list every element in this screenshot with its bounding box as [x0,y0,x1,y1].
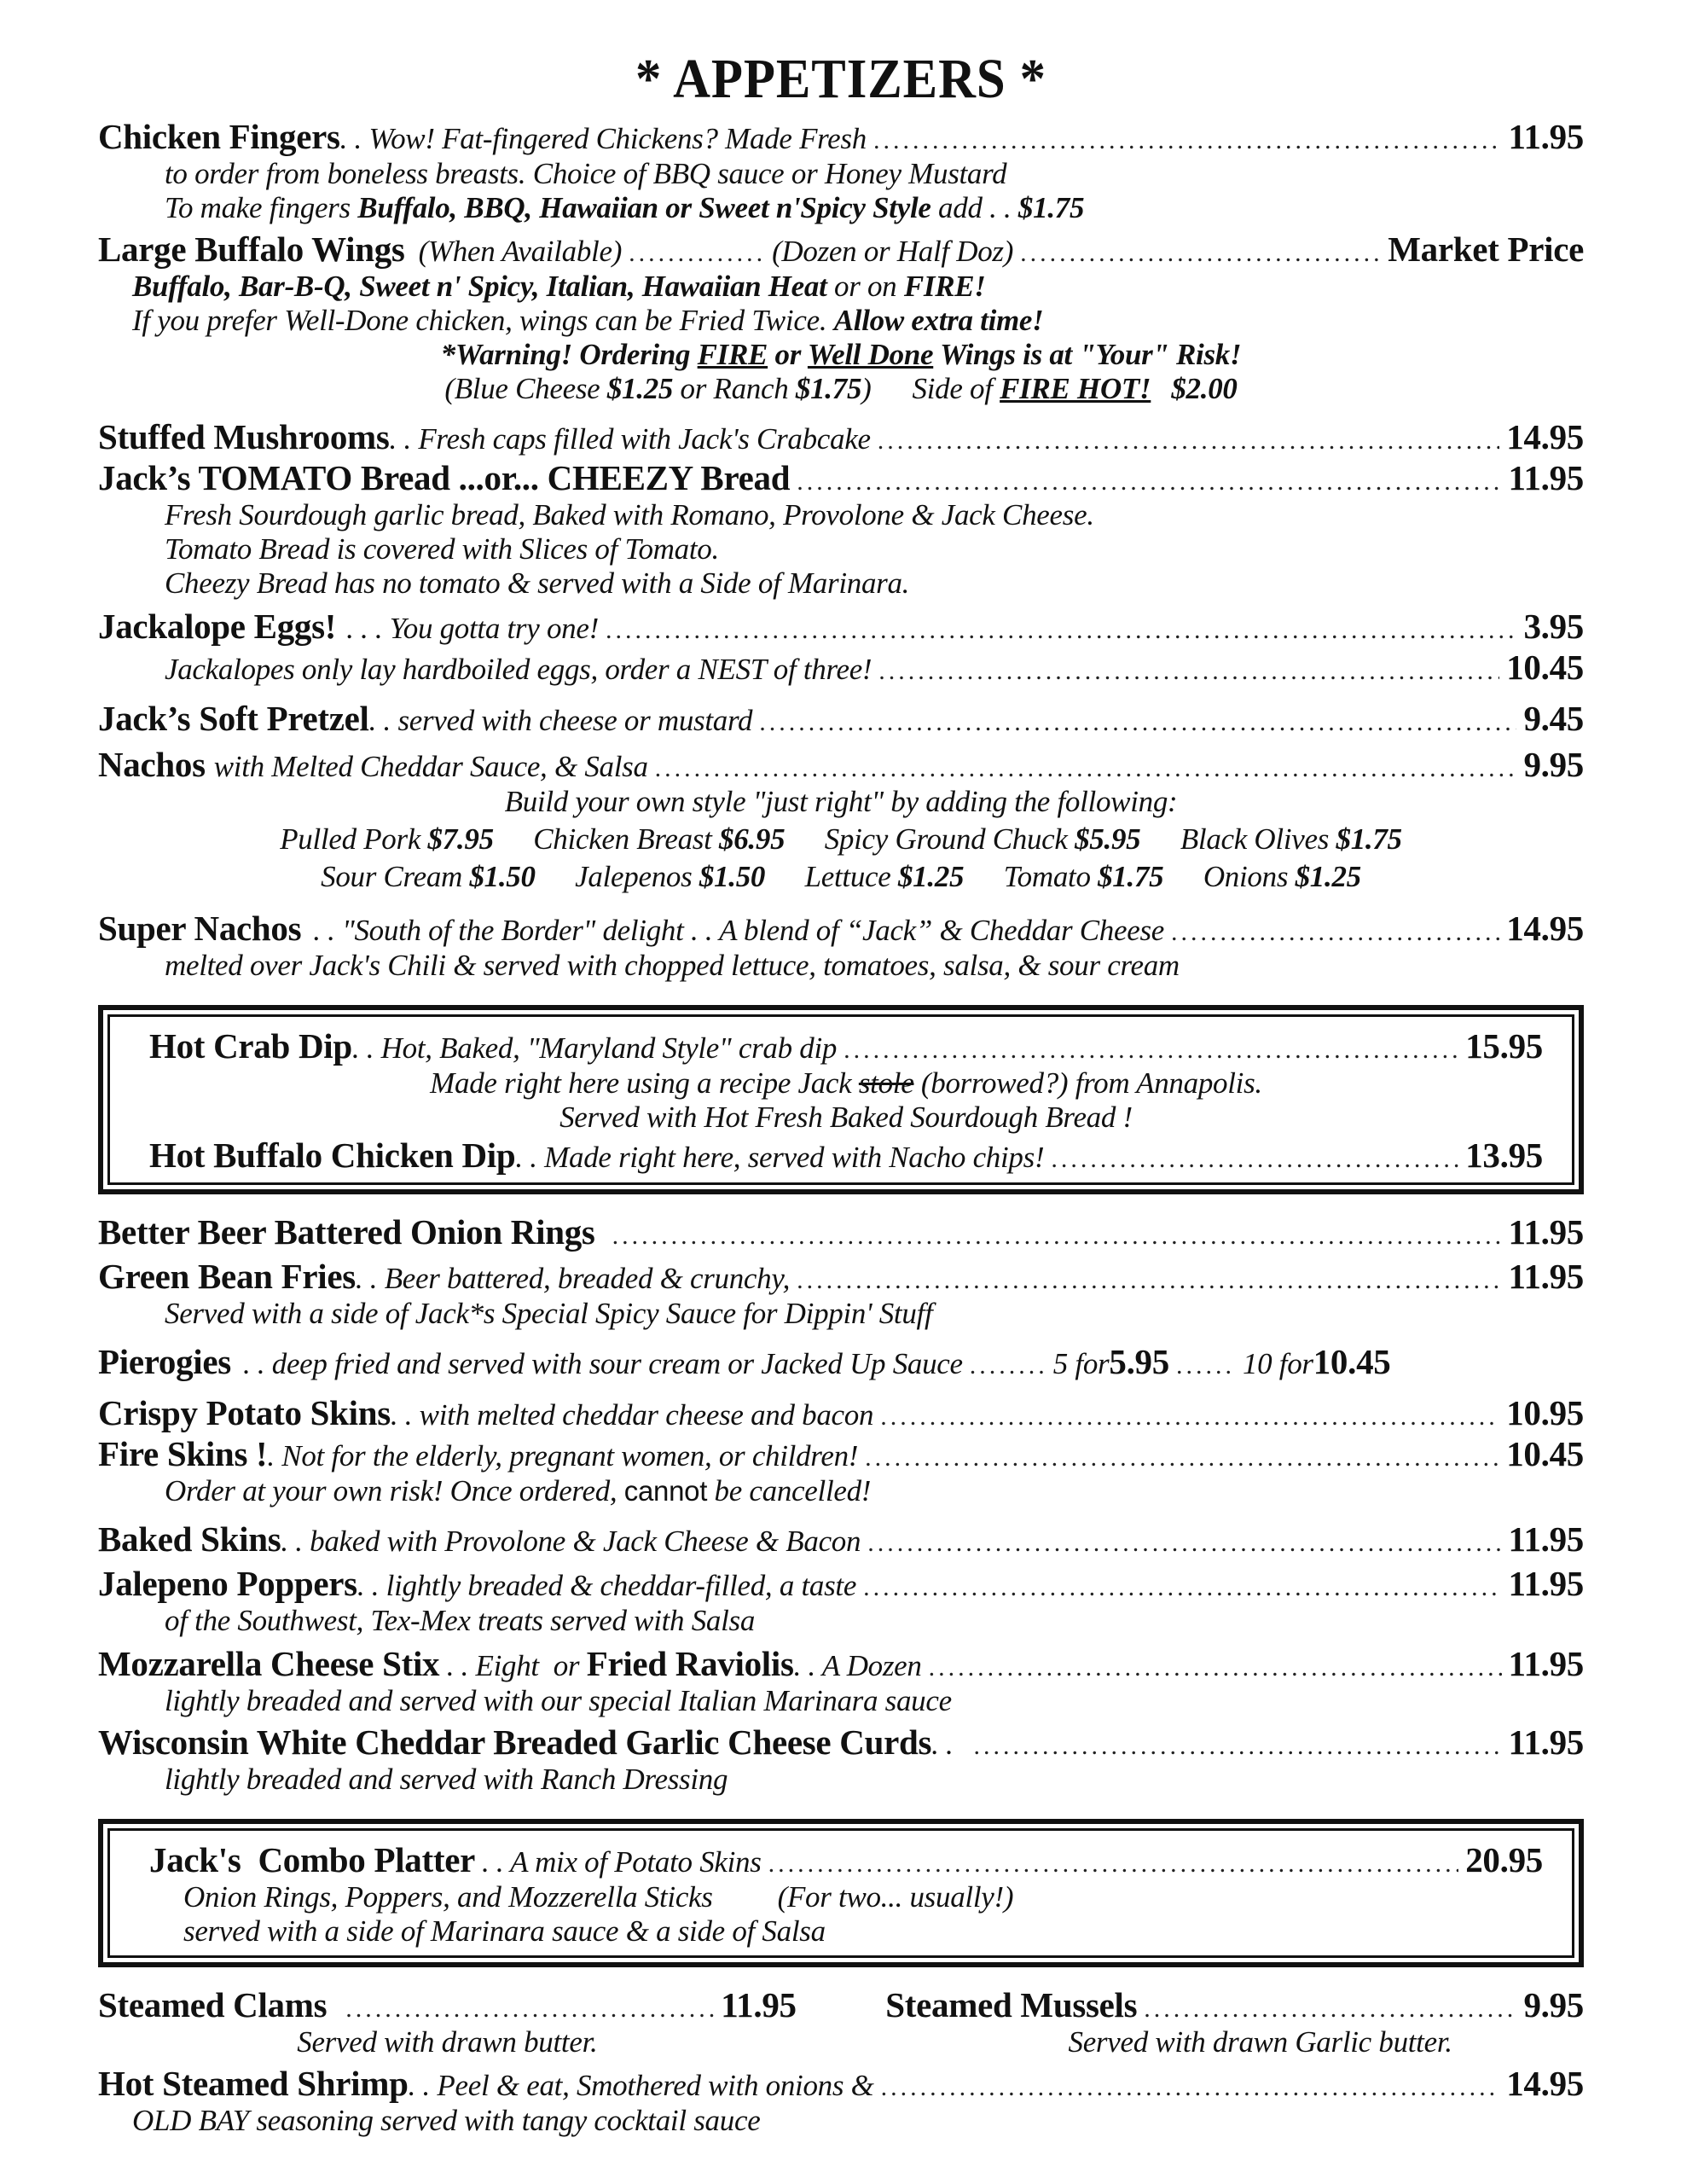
menu-item-mozzarella-stix [98,1643,1584,1718]
item-price: 13.95 [1465,1136,1543,1175]
item-detail: lightly breaded and served with Ranch Dressing [165,1763,728,1796]
menu-item-steamed-mussels [885,1984,1584,2059]
item-price: 11.95 [1508,1212,1584,1252]
leader-dots [1171,918,1499,947]
item-desc: . . Peel & eat, Smothered with onions & [408,2069,874,2102]
steamed-seafood-row [98,1984,1584,2059]
item-detail: Served with a side of Jack*s Special Spicy Sauce for Dippin' Stuff [165,1297,933,1330]
item-price: 10.95 [1506,1393,1584,1432]
item-detail: Made right here using a recipe Jack stole (borrowed?) from Annapolis. [430,1066,1262,1100]
item-name: Stuffed Mushrooms [98,417,390,456]
item-price: 10.45 [1506,1434,1584,1473]
menu-item-buffalo-wings [98,229,1584,406]
item-name: Baked Skins [98,1519,281,1559]
item-detail: lightly breaded and served with our special Italian Marinara sauce [165,1684,952,1717]
item-price: 15.95 [1465,1026,1543,1066]
item-price: 3.95 [1523,607,1584,646]
item-name: Hot Crab Dip [149,1026,352,1066]
item-desc: with Melted Cheddar Sauce, & Salsa [213,750,648,783]
item-desc: . . [931,1728,954,1761]
menu-item-baked-skins [98,1519,1584,1560]
menu-item-buffalo-chicken-dip [149,1135,1543,1176]
item-price: 10.45 [1506,648,1584,687]
menu-item-soft-pretzel [98,698,1584,739]
addons-row [98,822,1584,857]
menu-item-pierogies [98,1341,1584,1382]
menu-item-steamed-clams [98,1984,797,2059]
menu-item-crispy-potato-skins [98,1392,1584,1433]
item-price: 11.95 [1508,1257,1584,1296]
menu-item-super-nachos [98,908,1584,983]
menu-item-green-bean-fries [98,1256,1584,1331]
menu-item-jackalope-eggs [98,606,1584,688]
leader-dots [759,708,1516,737]
item-desc: . . Eight or [439,1649,587,1682]
addon: Chicken Breast $6.95 [533,822,786,856]
addons-row [98,860,1584,894]
addon: Black Olives $1.75 [1180,822,1402,856]
item-name: Wisconsin White Cheddar Breaded Garlic Cheese Curds [98,1722,932,1762]
item-detail: Jackalopes only lay hardboiled eggs, order a NEST of three! [165,653,872,686]
item-name: Jackalope Eggs! [98,607,337,646]
item-detail: Onion Rings, Poppers, and Mozzerella Sticks (For two... usually!) [183,1880,1014,1914]
item-desc: . . Wow! Fat-fingered Chickens? Made Fresh [339,122,867,155]
leader-dots [873,126,1502,155]
leader-dots [1051,1145,1458,1174]
menu-item-jalepeno-poppers [98,1563,1584,1638]
item-detail: Cheezy Bread has no tomato & served with a Side of Marinara. [165,566,910,600]
warning-text: *Warning! Ordering FIRE or Well Done Wings is at "Your" Risk! [440,338,1242,371]
leader-dots [655,754,1517,783]
addon: Sour Cream $1.50 [321,860,536,893]
item-detail: Served with drawn butter. [297,2025,598,2059]
leader-dots [970,1351,1046,1380]
item-detail: If you prefer Well-Done chicken, wings can be Fried Twice. Allow extra time! [132,304,1044,337]
item-desc: . . Made right here, served with Nacho chips! [515,1141,1045,1174]
leader-dots [844,1036,1458,1065]
menu-item-cheese-curds [98,1722,1584,1797]
leader-dots [878,657,1499,686]
leader-dots [974,1732,1502,1761]
menu-item-chicken-fingers [98,116,1584,225]
item-price: 11.95 [1508,458,1584,497]
leader-dots [878,427,1500,456]
item-desc: . . "South of the Border" delight . . A blend of “Jack” & Cheddar Cheese [313,914,1165,947]
item-name: Fried Raviolis [586,1644,794,1683]
item-desc: . Not for the elderly, pregnant women, or children! [267,1439,859,1472]
item-detail: Order at your own risk! Once ordered, cannot be cancelled! [165,1474,872,1507]
item-detail: OLD BAY seasoning served with tangy cocktail sauce [132,2104,761,2137]
item-name: Jalepeno Poppers [98,1564,357,1603]
item-name: Chicken Fingers [98,117,340,156]
leader-dots [797,468,1501,497]
item-desc: . . Hot, Baked, "Maryland Style" crab dip [351,1031,838,1065]
dips-box [98,1005,1584,1194]
item-name: Hot Buffalo Chicken Dip [149,1136,516,1175]
item-detail: melted over Jack's Chili & served with chopped lettuce, tomatoes, salsa, & sour cream [165,949,1180,982]
item-price: 11.95 [1508,1564,1584,1603]
item-desc: . . served with cheese or mustard [368,704,753,737]
leader-dots [929,1653,1502,1682]
leader-dots [768,1850,1459,1879]
item-detail: Served with Hot Fresh Baked Sourdough Bread ! [559,1101,1133,1134]
item-price: 11.95 [1508,1644,1584,1683]
leader-dots [1176,1351,1236,1380]
qty-label: 10 for [1242,1347,1313,1380]
addon: Onions $1.25 [1203,860,1361,893]
item-name: Steamed Clams [98,1985,328,2024]
item-desc: . . Fresh caps filled with Jack's Crabcake [389,422,871,456]
item-price: 9.95 [1523,745,1584,784]
item-name: Better Beer Battered Onion Rings [98,1212,595,1252]
menu-item-combo-platter [149,1839,1543,1949]
menu-item-onion-rings [98,1211,1584,1252]
item-desc: (When Available) [418,235,623,268]
menu-item-stuffed-mushrooms [98,416,1584,457]
item-desc: . . Beer battered, breaded & crunchy, [355,1262,791,1295]
item-name: Pierogies [98,1342,231,1381]
item-price: 10.45 [1313,1342,1391,1381]
item-name: Jack’s Soft Pretzel [98,699,369,738]
item-detail: Buffalo, Bar-B-Q, Sweet n' Spicy, Italian, Hawaiian Heat or on FIRE! [132,270,986,303]
leader-dots [797,1266,1501,1295]
leader-dots [606,616,1517,645]
leader-dots [863,1573,1501,1602]
item-price: 11.95 [721,1985,797,2024]
item-name: Hot Steamed Shrimp [98,2064,409,2103]
item-detail: served with a side of Marinara sauce & a side of Salsa [183,1914,826,1948]
item-name: Super Nachos [98,909,302,948]
leader-dots [612,1222,1502,1251]
leader-dots [345,1995,714,2024]
item-detail: Fresh Sourdough garlic bread, Baked with Romano, Provolone & Jack Cheese. [165,498,1094,531]
item-desc: . . deep fried and served with sour cream or Jacked Up Sauce [242,1347,963,1380]
menu-item-hot-crab-dip [149,1025,1543,1135]
item-name: Jack's Combo Platter [149,1840,475,1879]
item-price: 20.95 [1465,1840,1543,1879]
item-price: Market Price [1388,229,1584,269]
build-your-own: Build your own style "just right" by adding the following: [504,785,1178,818]
menu-item-nachos [98,744,1584,894]
item-name: Green Bean Fries [98,1257,356,1296]
leader-dots [629,239,765,268]
item-desc: . . with melted cheddar cheese and bacon [390,1398,874,1432]
leader-dots [865,1443,1499,1472]
leader-dots [1144,1995,1516,2024]
menu-page [98,0,1584,2138]
item-price: 14.95 [1506,909,1584,948]
item-desc: . . A Dozen [793,1649,922,1682]
item-desc: (Dozen or Half Doz) [772,235,1014,268]
item-price: 11.95 [1508,117,1584,156]
item-detail: Tomato Bread is covered with Slices of Tomato. [165,532,719,566]
menu-item-steamed-shrimp [98,2063,1584,2138]
dip-options: (Blue Cheese $1.25 or Ranch $1.75) Side of FIRE HOT! $2.00 [444,372,1238,405]
item-desc: . . lightly breaded & cheddar-filled, a taste [357,1569,857,1602]
item-name: Steamed Mussels [885,1985,1138,2024]
addon: Tomato $1.75 [1003,860,1164,893]
addon: Pulled Pork $7.95 [280,822,494,856]
item-desc: . . . You gotta try one! [346,612,599,645]
item-detail: Served with drawn Garlic butter. [1068,2025,1452,2059]
leader-dots [1020,239,1381,268]
addon: Spicy Ground Chuck $5.95 [824,822,1141,856]
item-price: 11.95 [1508,1722,1584,1762]
item-name: Mozzarella Cheese Stix [98,1644,440,1683]
item-price: 14.95 [1506,2064,1584,2103]
item-desc: . . baked with Provolone & Jack Cheese & Bacon [281,1525,861,1558]
item-price: 9.45 [1523,699,1584,738]
item-price: 9.95 [1523,1985,1584,2024]
leader-dots [881,2073,1500,2102]
item-name: Nachos [98,745,206,784]
item-price: 14.95 [1506,417,1584,456]
item-detail: To make fingers Buffalo, BBQ, Hawaiian or Sweet n'Spicy Style add . . $1.75 [165,191,1085,224]
addon: Lettuce $1.25 [804,860,965,893]
item-name: Jack’s TOMATO Bread ...or... CHEEZY Bread [98,458,791,497]
item-name: Crispy Potato Skins [98,1393,391,1432]
page-title: * APPETIZERS * [635,48,1046,110]
qty-label: 5 for [1052,1347,1110,1380]
item-detail: of the Southwest, Tex-Mex treats served with Salsa [165,1604,756,1637]
item-name: Large Buffalo Wings [98,229,405,269]
menu-item-tomato-bread [98,457,1584,601]
item-price: 5.95 [1109,1342,1169,1381]
item-detail: to order from boneless breasts. Choice of BBQ sauce or Honey Mustard [165,157,1007,190]
menu-item-fire-skins [98,1433,1584,1508]
item-desc: . . A mix of Potato Skins [482,1845,762,1879]
item-name: Fire Skins ! [98,1434,268,1473]
leader-dots [867,1529,1501,1558]
addon: Jalepenos $1.50 [575,860,766,893]
item-price: 11.95 [1508,1519,1584,1559]
combo-platter-box [98,1819,1584,1967]
leader-dots [880,1403,1499,1432]
